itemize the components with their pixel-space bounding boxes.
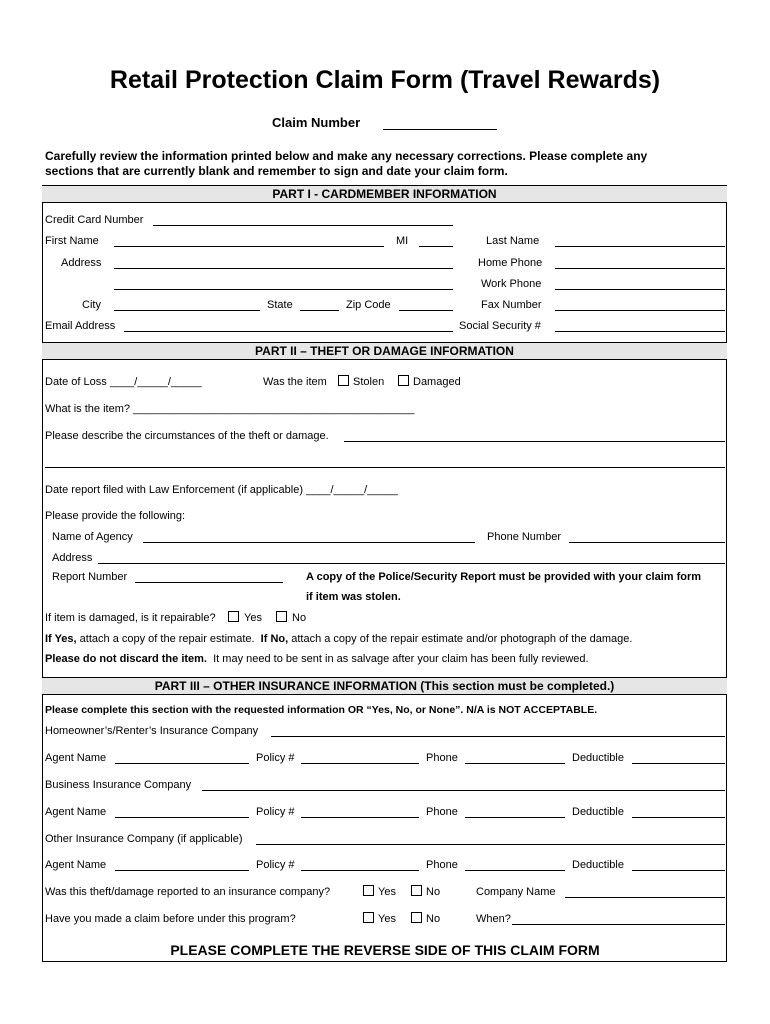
what-is-item: What is the item? ______________________________________________ [45,403,415,415]
home-phone-label: Home Phone [478,257,543,269]
claim-before-yes-label: Yes [378,913,396,925]
repairable-yes-label: Yes [244,612,262,624]
phone-label-1: Phone [426,752,458,764]
intro-line-1: Carefully review the information printed below and make any necessary corrections. Please complete any [45,149,648,163]
mi-field[interactable] [419,246,453,247]
name-of-agency-label: Name of Agency [52,531,133,543]
damaged-label: Damaged [413,376,461,388]
agent-name-field-3[interactable] [115,870,249,871]
reported-no-checkbox[interactable] [411,885,422,896]
phone-field-3[interactable] [465,870,565,871]
other-insurance-label: Other Insurance Company (if applicable) [45,833,243,845]
reported-label: Was this theft/damage reported to an insurance company? [45,886,331,898]
policy-field-3[interactable] [301,870,419,871]
claim-before-yes-checkbox[interactable] [363,912,374,923]
repairable-label: If item is damaged, is it repairable? [45,612,216,624]
claim-before-label: Have you made a claim before under this program? [45,913,296,925]
address-field[interactable] [114,268,453,269]
phone-label-3: Phone [426,859,458,871]
part2-header: PART II – THEFT OR DAMAGE INFORMATION [42,342,727,360]
claim-before-no-checkbox[interactable] [411,912,422,923]
intro-line-2: sections that are currently blank and remember to sign and date your claim form. [45,164,508,178]
policy-label-2: Policy # [256,806,295,818]
was-the-item-label: Was the item [263,376,327,388]
if-no-bold: If No, [260,633,289,645]
if-no-text: attach a copy of the repair estimate and/or photograph of the damage. [291,633,633,645]
company-name-field[interactable] [565,897,725,898]
repairable-no-checkbox[interactable] [276,611,287,622]
discard-note [45,653,589,665]
date-report-filed: Date report filed with Law Enforcement (if applicable) ____/_____/_____ [45,484,398,496]
phone-field-2[interactable] [465,817,565,818]
repairable-no-label: No [292,612,307,624]
credit-card-number-field[interactable] [153,225,453,226]
phone-field-1[interactable] [465,763,565,764]
part3-instruction: Please complete this section with the requested information OR “Yes, No, or None”. N/A is NOT ACCEPTABLE. [45,704,598,716]
describe-field[interactable] [344,441,725,442]
email-address-field[interactable] [124,331,453,332]
zip-code-label: Zip Code [346,299,391,311]
phone-label-2: Phone [426,806,458,818]
part1-header: PART I - CARDMEMBER INFORMATION [42,185,727,203]
agency-address-label: Address [52,552,93,564]
agent-name-field-2[interactable] [115,817,249,818]
describe-label: Please describe the circumstances of the theft or damage. [45,430,329,442]
social-security-field[interactable] [555,331,725,332]
report-number-field[interactable] [135,582,283,583]
home-phone-field[interactable] [555,268,725,269]
credit-card-number-label: Credit Card Number [45,214,144,226]
reported-yes-label: Yes [378,886,396,898]
deductible-field-3[interactable] [632,870,725,871]
deductible-field-1[interactable] [632,763,725,764]
claim-before-no-label: No [426,913,441,925]
work-phone-field[interactable] [555,289,725,290]
work-phone-label: Work Phone [481,278,542,290]
first-name-label: First Name [45,235,99,247]
city-label: City [82,299,101,311]
deductible-label-2: Deductible [572,806,624,818]
reported-yes-checkbox[interactable] [363,885,374,896]
repairable-yes-checkbox[interactable] [228,611,239,622]
stolen-label: Stolen [353,376,385,388]
fax-number-field[interactable] [555,310,725,311]
other-insurance-field[interactable] [256,844,725,845]
report-number-label: Report Number [52,571,128,583]
social-security-label: Social Security # [459,320,541,332]
email-address-label: Email Address [45,320,116,332]
policy-label-1: Policy # [256,752,295,764]
deductible-label-3: Deductible [572,859,624,871]
phone-number-label: Phone Number [487,531,561,543]
reported-no-label: No [426,886,441,898]
deductible-label-1: Deductible [572,752,624,764]
if-yes-bold: If Yes, [45,633,77,645]
fax-number-label: Fax Number [481,299,542,311]
describe-field-2[interactable] [45,467,725,468]
form-title: Retail Protection Claim Form (Travel Rewards) [109,66,661,94]
stolen-checkbox[interactable] [338,375,349,386]
discard-bold: Please do not discard the item. [45,653,207,665]
repair-instructions [45,633,632,645]
address-field-2[interactable] [114,289,453,290]
business-label: Business Insurance Company [45,779,192,791]
agent-name-field-1[interactable] [115,763,249,764]
agent-name-label-3: Agent Name [45,859,107,871]
phone-number-field[interactable] [569,542,725,543]
part3-header: PART III – OTHER INSURANCE INFORMATION (This section must be completed.) [42,677,727,695]
claim-number-field[interactable] [383,129,497,130]
if-yes-text: attach a copy of the repair estimate. [79,633,255,645]
homeowner-field[interactable] [271,736,725,737]
agent-name-label-2: Agent Name [45,806,107,818]
date-of-loss: Date of Loss ____/_____/_____ [45,376,202,388]
company-name-label: Company Name [476,886,556,898]
business-field[interactable] [202,790,725,791]
copy-note-1: A copy of the Police/Security Report must be provided with your claim form [306,571,702,583]
last-name-field[interactable] [555,246,725,247]
agent-name-label-1: Agent Name [45,752,107,764]
homeowner-label: Homeowner’s/Renter’s Insurance Company [45,725,259,737]
policy-label-3: Policy # [256,859,295,871]
last-name-label: Last Name [486,235,540,247]
discard-text: It may need to be sent in as salvage after your claim has been fully reviewed. [213,653,589,665]
claim-number-label: Claim Number [272,115,361,130]
copy-note-2: if item was stolen. [306,591,401,603]
name-of-agency-field[interactable] [143,542,475,543]
address-label: Address [61,257,102,269]
mi-label: MI [396,235,409,247]
when-field[interactable] [512,924,725,925]
policy-field-1[interactable] [301,763,419,764]
damaged-checkbox[interactable] [398,375,409,386]
when-label: When? [476,913,511,925]
agency-address-field[interactable] [98,563,725,564]
first-name-field[interactable] [114,246,384,247]
provide-following: Please provide the following: [45,510,186,522]
reverse-side-footer: PLEASE COMPLETE THE REVERSE SIDE OF THIS CLAIM FORM [170,942,600,958]
city-field[interactable] [114,310,260,311]
zip-code-field[interactable] [399,310,453,311]
state-label: State [267,299,293,311]
policy-field-2[interactable] [301,817,419,818]
deductible-field-2[interactable] [632,817,725,818]
state-field[interactable] [300,310,339,311]
